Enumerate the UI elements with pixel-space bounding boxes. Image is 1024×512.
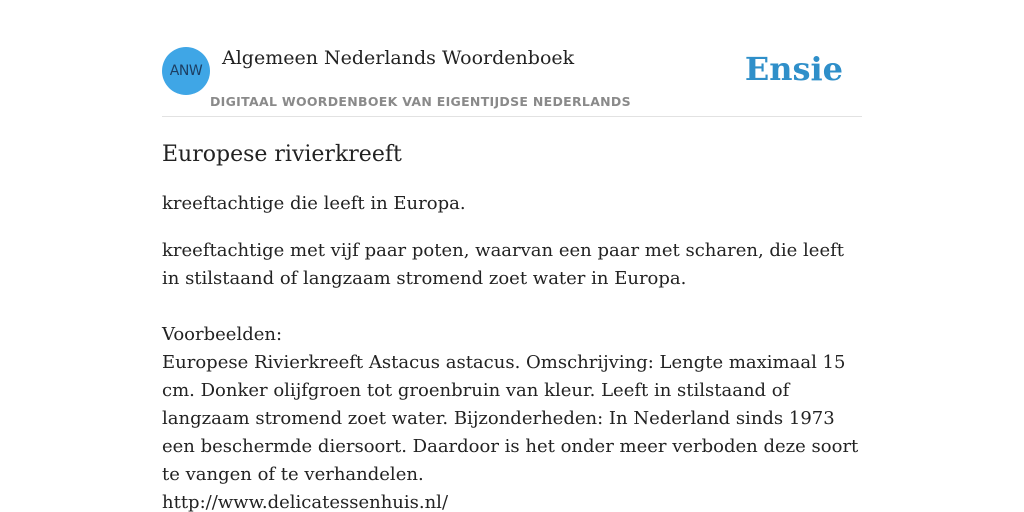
site-title[interactable]: Algemeen Nederlands Woordenboek (222, 47, 575, 69)
ensie-brand-link[interactable]: Ensie (744, 50, 843, 88)
site-subtitle: DIGITAAL WOORDENBOEK VAN EIGENTIJDSE NEDERLANDS (210, 94, 631, 109)
long-definition: kreeftachtige met vijf paar poten, waarvan een paar met scharen, die leeft in stilstaand of langzaam stromend zoet water in Europa. (162, 240, 845, 289)
logo-text: ANW (169, 63, 203, 79)
short-definition: kreeftachtige die leeft in Europa. (162, 193, 466, 214)
anw-logo[interactable] (162, 47, 210, 95)
examples-label: Voorbeelden: (162, 324, 283, 345)
site-header (162, 40, 862, 117)
entry-term: Europese rivierkreeft (162, 142, 402, 167)
example-text: Europese Rivierkreeft Astacus astacus. Omschrijving: Lengte maximaal 15 cm. Donker olijfgroen tot groenbruin van kleur. Leeft in stilstaand of langzaam stromend zoet water. Bijzonderheden: In Nederland sinds 1973 een beschermde diersoort. Daardoor is het onder meer verboden deze soort te vangen of te verhandelen. (162, 352, 859, 485)
source-link[interactable]: http://www.delicatessenhuis.nl/ (162, 492, 449, 512)
entry-content (162, 140, 862, 512)
